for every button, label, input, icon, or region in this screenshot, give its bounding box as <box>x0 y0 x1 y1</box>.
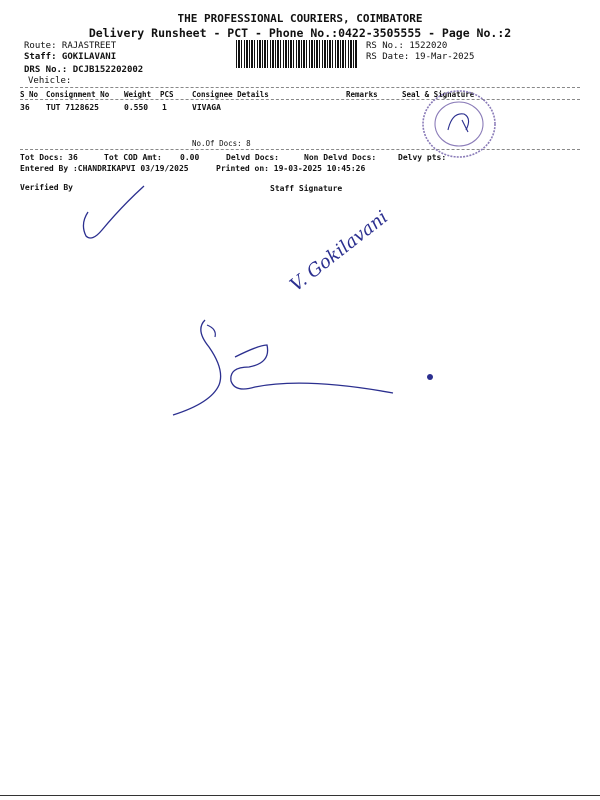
printed-on: Printed on: 19-03-2025 10:45:26 <box>216 164 366 173</box>
staff-handwritten-name-text: V. Gokilavani <box>286 206 393 296</box>
verified-by-label: Verified By <box>20 183 73 192</box>
staff-label: Staff: GOKILAVANI <box>24 52 117 62</box>
page-bottom-rule <box>0 795 600 796</box>
barcode <box>236 40 358 68</box>
tot-cod-label: Tot COD Amt: <box>104 153 162 162</box>
rs-number: RS No.: 1522020 <box>366 41 448 51</box>
row-weight: 0.550 <box>124 103 149 112</box>
entered-by: Entered By :CHANDRIKAPVI 03/19/2025 <box>20 164 189 173</box>
staff-handwritten-name <box>280 200 430 300</box>
staff-signature-label: Staff Signature <box>270 184 343 193</box>
row-consignment: TUT 7128625 <box>46 103 99 112</box>
row-pcs: 1 <box>162 103 167 112</box>
company-name: THE PROFESSIONAL COURIERS, COIMBATORE <box>177 12 423 25</box>
rs-date: RS Date: 19-Mar-2025 <box>366 52 475 62</box>
non-delvd-docs: Non Delvd Docs: <box>304 153 377 162</box>
drs-number: DRS No.: DCJB152202002 <box>24 65 144 75</box>
col-pcs: PCS <box>160 90 174 99</box>
tot-cod-value: 0.00 <box>180 153 200 162</box>
col-consignment: Consignment No <box>46 90 110 99</box>
row-sno: 36 <box>20 103 30 112</box>
tot-docs: Tot Docs: 36 <box>20 153 78 162</box>
row-consignee: VIVAGA <box>192 103 221 112</box>
col-remarks: Remarks <box>346 90 378 99</box>
signature-scribble <box>165 315 450 425</box>
verified-checkmark-icon <box>80 184 150 244</box>
company-stamp <box>418 86 500 162</box>
col-weight: Weight <box>124 90 152 99</box>
col-sno: S No <box>20 90 39 99</box>
document-title: Delivery Runsheet - PCT - Phone No.:0422-3505555 - Page No.:2 <box>88 26 512 40</box>
no-of-docs: No.Of Docs: 8 <box>192 139 251 148</box>
delvd-docs: Delvd Docs: <box>226 153 279 162</box>
vehicle-label: Vehicle: <box>28 76 72 86</box>
delvy-pts: Delvy pts: <box>398 153 447 162</box>
col-seal-signature: Seal & Signature <box>402 90 475 99</box>
route-label: Route: RAJASTREET <box>24 41 117 51</box>
col-consignee: Consignee Details <box>192 90 269 99</box>
